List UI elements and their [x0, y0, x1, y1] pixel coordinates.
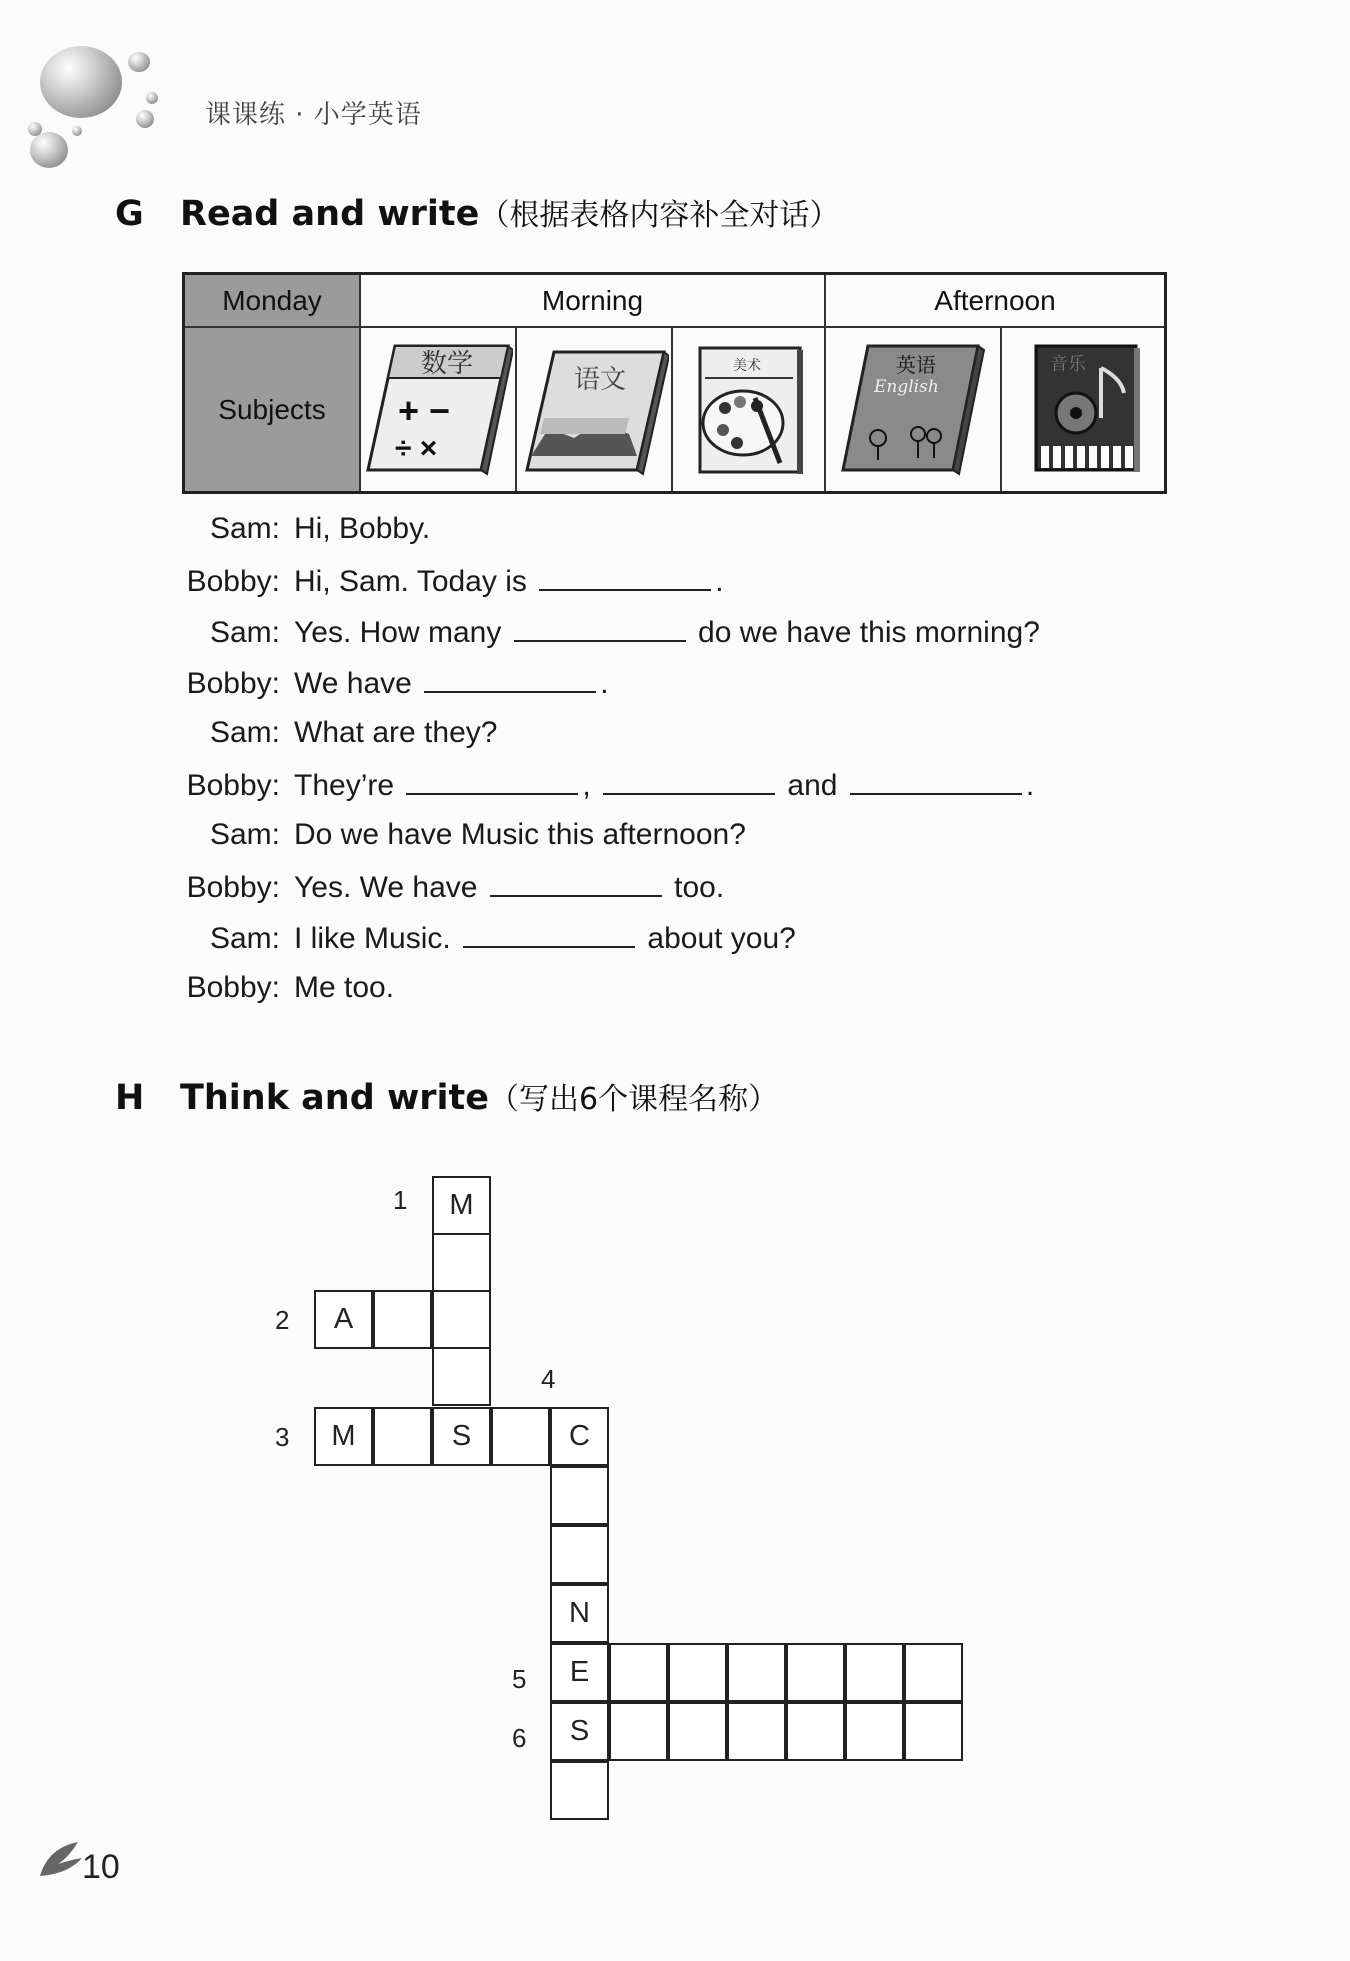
section-g-letter: G	[115, 194, 144, 234]
crossword-cell[interactable]	[668, 1702, 727, 1761]
answer-blank[interactable]	[603, 767, 775, 795]
crossword-cell[interactable]	[550, 1702, 609, 1761]
dialogue-text: do we have this morning?	[698, 616, 1040, 649]
morning-label: Morning	[541, 284, 644, 316]
dialogue-text: about you?	[647, 922, 796, 955]
crossword-cell[interactable]	[432, 1233, 491, 1292]
dialogue-line-3	[180, 614, 1040, 650]
dialogue-text: They’re	[294, 769, 395, 802]
english-book-title-en: English	[874, 377, 939, 397]
book-cell-music	[1002, 328, 1164, 491]
answer-blank[interactable]	[514, 614, 686, 642]
afternoon-header	[826, 275, 1164, 328]
answer-blank[interactable]	[490, 869, 662, 897]
speaker-sam: Sam:	[209, 512, 280, 545]
subjects-label: Subjects	[218, 393, 326, 425]
given-letter: N	[569, 1597, 590, 1629]
dialogue-line-1	[180, 512, 430, 546]
speaker-sam: Sam:	[209, 716, 280, 749]
decorative-bubbles	[20, 40, 170, 170]
music-book-title: 音乐	[1050, 354, 1086, 375]
speaker-sam: Sam:	[209, 922, 280, 955]
dialogue-line-7	[180, 818, 746, 852]
dialogue-line-5	[180, 716, 497, 750]
svg-text:÷ ×: ÷ ×	[395, 432, 438, 465]
book-cell-art	[673, 328, 826, 491]
answer-blank[interactable]	[424, 665, 596, 693]
morning-header	[361, 275, 826, 328]
book-series-title: 课课练 · 小学英语	[205, 100, 422, 130]
chinese-book-icon	[519, 338, 669, 478]
dialogue-text: and	[787, 769, 838, 802]
clue-number-4: 4	[541, 1364, 556, 1394]
section-h-letter: H	[115, 1078, 145, 1118]
crossword-cell[interactable]	[609, 1702, 668, 1761]
crossword-cell[interactable]	[609, 1643, 668, 1702]
dialogue-text: We have	[294, 667, 412, 700]
section-g-instruction: （根据表格内容补全对话）	[479, 198, 840, 233]
crossword-cell[interactable]	[432, 1347, 491, 1406]
art-book-title: 美术	[733, 358, 761, 374]
crossword-cell[interactable]	[727, 1702, 786, 1761]
dialogue-text: .	[600, 667, 609, 700]
afternoon-label: Afternoon	[934, 284, 1056, 316]
book-cell-maths	[361, 328, 517, 491]
dialogue-text: .	[1025, 769, 1035, 802]
crossword-cell[interactable]	[491, 1407, 550, 1466]
given-letter: E	[569, 1656, 590, 1688]
crossword-cell[interactable]	[550, 1584, 609, 1643]
answer-blank[interactable]	[463, 920, 635, 948]
dialogue-text: I like Music.	[294, 922, 451, 955]
given-letter: M	[449, 1189, 474, 1221]
speaker-bobby: Bobby:	[186, 667, 280, 700]
section-g-title: Read and write	[180, 194, 480, 234]
crossword-cell[interactable]	[373, 1290, 432, 1349]
maths-book-icon	[363, 338, 513, 478]
crossword-cell[interactable]	[845, 1643, 904, 1702]
speaker-sam: Sam:	[209, 818, 280, 851]
maths-book-title: 数学	[421, 349, 474, 379]
dialogue-line-4	[180, 665, 609, 701]
crossword-cell[interactable]	[786, 1643, 845, 1702]
book-cell-chinese	[517, 328, 673, 491]
answer-blank[interactable]	[850, 767, 1022, 795]
dialogue-line-10	[180, 971, 394, 1005]
leaf-icon	[38, 1838, 84, 1880]
dialogue-line-9	[180, 920, 796, 956]
dialogue-text: What are they?	[294, 716, 498, 749]
answer-blank[interactable]	[539, 563, 711, 591]
english-book-icon	[838, 338, 988, 478]
dialogue-text: Hi, Bobby.	[294, 512, 431, 545]
dialogue-text: Do we have Music this afternoon?	[294, 818, 746, 851]
clue-number-3: 3	[275, 1422, 290, 1452]
crossword-cell[interactable]	[432, 1290, 491, 1349]
crossword-cell[interactable]	[550, 1466, 609, 1525]
crossword-cell[interactable]	[550, 1761, 609, 1820]
crossword-cell[interactable]	[373, 1407, 432, 1466]
crossword-cell[interactable]	[904, 1643, 963, 1702]
english-book-title-cn: 英语	[896, 353, 936, 377]
crossword-cell[interactable]	[727, 1643, 786, 1702]
speaker-bobby: Bobby:	[186, 769, 280, 802]
crossword-cell[interactable]	[904, 1702, 963, 1761]
clue-number-5: 5	[512, 1664, 527, 1694]
chinese-book-title: 语文	[574, 365, 627, 395]
speaker-bobby: Bobby:	[186, 565, 280, 598]
given-letter: S	[451, 1420, 472, 1452]
dialogue-text: Yes. We have	[294, 871, 478, 904]
dialogue-text: ,	[582, 769, 591, 802]
dialogue-text: Hi, Sam. Today is	[294, 565, 527, 598]
answer-blank[interactable]	[406, 767, 578, 795]
crossword-cell[interactable]	[314, 1407, 373, 1466]
clue-number-6: 6	[512, 1723, 527, 1753]
book-cell-english	[826, 328, 1002, 491]
section-g-heading	[115, 190, 839, 234]
dialogue-text: too.	[674, 871, 725, 904]
dialogue-line-6	[180, 767, 1034, 803]
crossword-cell[interactable]	[786, 1702, 845, 1761]
dialogue-text: Yes. How many	[294, 616, 502, 649]
given-letter: C	[569, 1420, 590, 1452]
schedule-table	[182, 272, 1167, 494]
day-cell	[185, 275, 361, 328]
given-letter: A	[333, 1303, 354, 1335]
crossword-cell[interactable]	[432, 1407, 491, 1466]
dialogue-line-2	[180, 563, 724, 599]
subjects-cell	[185, 328, 361, 491]
art-book-icon	[675, 338, 825, 478]
crossword-cell[interactable]	[432, 1176, 491, 1235]
crossword-cell[interactable]	[668, 1643, 727, 1702]
speaker-bobby: Bobby:	[186, 971, 280, 1004]
page-number: 10	[82, 1848, 120, 1886]
crossword-cell[interactable]	[845, 1702, 904, 1761]
speaker-sam: Sam:	[209, 616, 280, 649]
music-book-icon	[1016, 338, 1166, 478]
section-h-instruction: （写出6个课程名称）	[489, 1082, 779, 1117]
section-h-title: Think and write	[180, 1078, 490, 1118]
speaker-bobby: Bobby:	[186, 871, 280, 904]
dialogue-text: .	[715, 565, 724, 598]
crossword-cell[interactable]	[550, 1407, 609, 1466]
given-letter: M	[331, 1420, 356, 1452]
svg-text:+ −: + −	[398, 390, 451, 431]
crossword-cell[interactable]	[314, 1290, 373, 1349]
section-h-heading	[115, 1074, 778, 1118]
dialogue-text: Me too.	[294, 971, 395, 1004]
crossword-cell[interactable]	[550, 1643, 609, 1702]
day-label: Monday	[222, 284, 322, 316]
clue-number-2: 2	[275, 1305, 290, 1335]
clue-number-1: 1	[393, 1185, 408, 1215]
crossword-cell[interactable]	[550, 1525, 609, 1584]
dialogue-line-8	[180, 869, 724, 905]
given-letter: S	[569, 1715, 590, 1747]
